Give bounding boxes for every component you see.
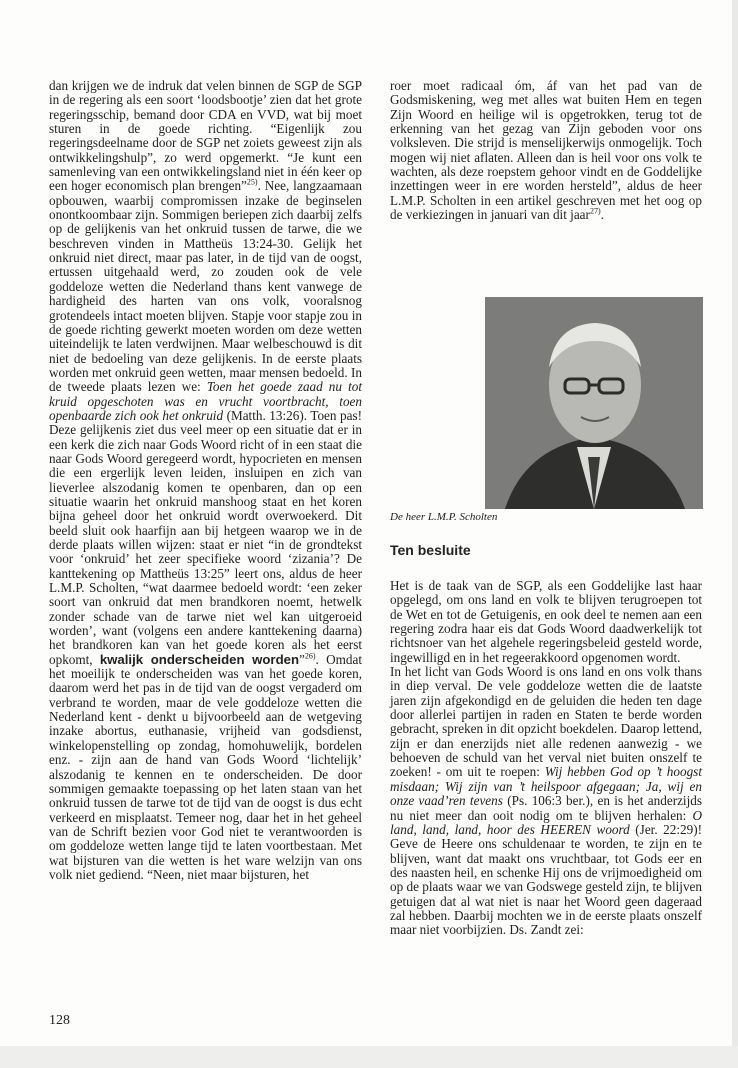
page-number: 128 — [49, 1013, 70, 1028]
footnote-ref-27: 27) — [589, 206, 601, 216]
section-heading: Ten besluite — [390, 542, 471, 558]
text-run: (Matth. 13:26). Toen pas! Deze gelijkenis ziet dus veel meer op een situatie dat er in een kerk die zich naar Gods Woord richt of in een staat die naar Gods Woord geregeerd wordt, hypocrieten en mensen die een ergerlijk leven leiden, insluipen en zich van lieverlee alszodanig komen te openbaren, dan op een situatie waarin het onkruid manshoog staat en het koren bijna geheel door het onkruid wordt overwoekerd. Dit beeld sluit ook haarfijn aan bij hetgeen waarop we in de derde plaats willen wijzen: staat er niet “in de grondtekst voor ‘onkruid’ het zeer specifieke woord ‘zizania’? De kanttekening op Mattheüs 13:25” leert ons, aldus de heer L.M.P. Scholten, “wat daarmee bedoeld wordt: ‘een zeker soort van onkruid dat men brandkoren noemt, hetwelk zonder schade van de tarwe niet wel kan uitgeroeid worden’, want (volgens een andere kanttekening daarna) het brandkoren kan van het goede koren als het eerst opkomt, — [49, 407, 362, 667]
portrait-photo — [485, 297, 703, 509]
italic-quote: Wij hebben God op ’t hoogst misdaan; Wij zijn van ’t heilspoor afgegaan; Ja, wij en onze vaad’ren tevens — [390, 764, 702, 809]
footnote-ref-26: 26) — [304, 651, 316, 661]
bold-emphasis: kwalijk onderscheiden worden — [99, 651, 300, 667]
text-run: . Omdat het moeilijk te onderscheiden was van het goede koren, daarom werd het pas in de tijd van de oogst vergaderd om verbrand te worden, maar de vele goddeloze wetten die Nederland kent - denkt u bijvoorbeeld aan de wetgeving inzake abortus, euthanasie, vrijheid van godsdienst, winkelopenstelling op zondag, homohuwelijk, bordelen enz. - zijn aan de hand van Gods Woord ‘lichtelijk’ alszodanig te kennen en te onderscheiden. De door sommigen gemaakte toepassing op het laten staan van het onkruid tussen de tarwe tot de tijd van de oogst is dus echt verkeerd en misplaatst. Temeer nog, daar het in het geheel van de Schrift bezien voor God niet te verantwoorden is om goddeloze wetten lange tijd te laten voortbestaan. Met wat bijsturen van die wetten is het ware welzijn van ons volk niet gediend. “Neen, niet maar bijsturen, het — [49, 651, 362, 882]
italic-quote: Toen het goede zaad nu tot kruid opgeschoten was en vrucht voortbracht, toen openbaarde zich ook het onkruid — [49, 379, 362, 423]
text-run: (Ps. 106:3 ber.), en is het anderzijds nu niet meer dan ooit nodig om te blijven herhalen: — [390, 793, 702, 823]
portrait-illustration — [485, 297, 703, 509]
text-run: . — [600, 207, 604, 223]
left-paragraph — [49, 79, 362, 882]
italic-quote: O land, land, land, hoor des HEEREN woord — [390, 807, 702, 837]
text-run: (Jer. 22:29)! Geve de Heere ons schuldenaar te worden, te zijn en te blijven, want dat maakt ons vruchtbaar, tot Gods eer en des naasten heil, en schenke Hij ons de vrijmoedigheid om op de plaats waar we van Godswege gesteld zijn, te blijven getuigen dat al wat niet is naar het Woord geen dageraad zal hebben. Daarbij mochten we in de eerste plaats onszelf maar niet voorbijzien. Ds. Zandt zei: — [390, 821, 702, 938]
right-text-column-top — [390, 79, 702, 222]
text-run: . Nee, langzaamaan opbouwen, waarbij compromissen inzake de beginselen onontkoombaar zijn. Sommigen beriepen zich daarbij zelfs op de gelijkenis van het onkruid tussen de tarwe, die we beschreven vinden in Mattheüs 13:24-30. Gelijk het onkruid niet direct, maar pas later, in de tijd van de oogst, ertussen uitgehaald werd, zo zouden ook de vele goddeloze wetten die Nederland thans kent vanwege de hardigheid des harten van ons volk, vooralsnog grotendeels intact moeten blijven. Stapje voor stapje zou in de goede richting gewerkt moeten worden om deze wetten uiteindelijk te laten verdwijnen. Maar welbeschouwd is dit niet de bedoeling van deze gelijkenis. In de eerste plaats worden met onkruid geen wetten, maar mensen bedoeld. In de tweede plaats lezen we: — [49, 178, 362, 395]
text-run: roer moet radicaal óm, áf van het pad van de Godsmiskening, weg met alles wat buiten Hem en tegen Zijn Woord en heilige wil is opgetrokken, terug tot de erkenning van het gezag van Zijn geboden voor ons volksleven. Die strijd is menselijkerwijs onmogelijk. Toch mogen wij niet aflaten. Alleen dan is heil voor ons volk te wachten, als deze roepstem gehoor vindt en de Goddelijke inzettingen weer in ere worden hersteld”, aldus de heer L.M.P. Scholten in een artikel geschreven met het oog op de verkiezingen in januari van dit jaar — [390, 78, 702, 223]
page-edge-bottom — [0, 1046, 738, 1068]
right-paragraph — [390, 665, 702, 938]
text-run: ” — [299, 651, 305, 667]
left-text-column — [49, 79, 362, 882]
page-edge-right — [732, 0, 738, 1068]
footnote-ref-25: 25) — [246, 178, 258, 188]
right-paragraph-continued — [390, 79, 702, 222]
photo-caption: De heer L.M.P. Scholten — [390, 511, 498, 523]
text-run: In het licht van Gods Woord is ons land en ons volk thans in diep verval. De vele goddeloze wetten die de laatste jaren zijn afgekondigd en de geluiden die heden ten dage door allerlei partijen in raden en Staten te berde worden gebracht, spreken in dit opzicht boekdelen. Daarop lettend, zijn er dan enerzijds niet alle redenen aanwezig - we behoeven de schuld van het verval niet buiten onszelf te zoeken! - om uit te roepen: — [390, 664, 702, 780]
right-paragraph: Het is de taak van de SGP, als een Goddelijke last haar opgelegd, om ons land en volk te blijven terugroepen tot de Wet en tot de Getuigenis, en ook deel te nemen aan een regering zodra haar eis dat Gods Woord daadwerkelijk tot richtsnoer van het algehele regeringsbeleid gesteld worde, ingewilligd en in het regeerakkoord opgenomen wordt. — [390, 578, 702, 665]
text-run: dan krijgen we de indruk dat velen binnen de SGP de SGP in de regering als een soort ‘loodsbootje’ zien dat het grote regeringsschip, bemand door CDA en VVD, wat bij moet sturen in de goede richting. “Eigenlijk zou regeringsdeelname door de SGP net zoiets geweest zijn als ontwikkelingshulp”, zo werd opgemerkt. “Je kunt een samenleving van een ontwikkelingsland niet in één keer op een hoger economisch plan brengen” — [49, 78, 362, 194]
right-text-column-bottom — [390, 579, 702, 938]
